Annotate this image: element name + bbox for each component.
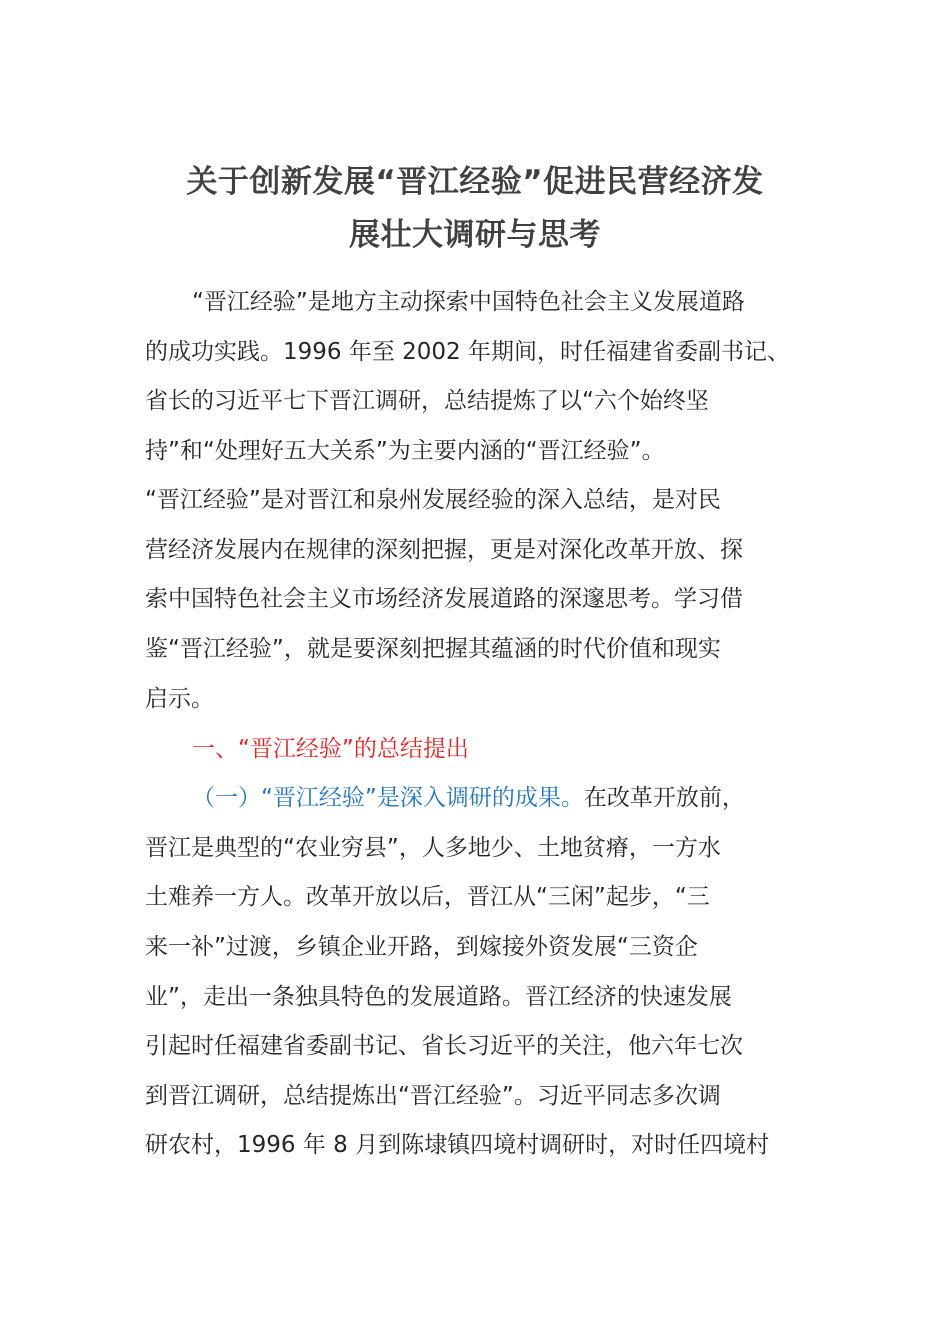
intro-line-2: 的成功实践。1996 年至 2002 年期间，时任福建省委副书记、	[145, 339, 790, 365]
subsection-1-line-6: 到晋江调研，总结提炼出“晋江经验”。习近平同志多次调	[145, 1083, 721, 1109]
intro-line-4: 持”和“处理好五大关系”为主要内涵的“晋江经验”。	[145, 438, 665, 464]
subsection-1-first-line	[192, 783, 745, 813]
intro-line-9: 启示。	[145, 686, 214, 712]
subsection-1-heading: （一）“晋江经验”是深入调研的成果。	[192, 785, 584, 811]
subsection-1-line-4: 业”，走出一条独具特色的发展道路。晋江经济的快速发展	[145, 984, 732, 1010]
subsection-1-first-text: 在改革开放前，	[583, 785, 745, 811]
subsection-1-line-3: 来一补”过渡，乡镇企业开路，到嫁接外资发展“三资企	[145, 934, 698, 960]
intro-line-6: 营经济发展内在规律的深刻把握，更是对深化改革开放、探	[145, 537, 743, 563]
intro-line-7: 索中国特色社会主义市场经济发展道路的深邃思考。学习借	[145, 586, 743, 612]
section-1-heading: 一、“晋江经验”的总结提出	[192, 736, 469, 762]
subsection-1-line-7: 研农村，1996 年 8 月到陈埭镇四境村调研时，对时任四境村	[145, 1132, 770, 1158]
intro-line-8: 鉴“晋江经验”，就是要深刻把握其蕴涵的时代价值和现实	[145, 636, 721, 662]
subsection-1-line-1: 晋江是典型的“农业穷县”，人多地少、土地贫瘠，一方水	[145, 835, 721, 861]
document-title-line-1: 关于创新发展“晋江经验”促进民营经济发	[186, 164, 764, 200]
subsection-1-line-5: 引起时任福建省委副书记、省长习近平的关注，他六年七次	[145, 1033, 743, 1059]
intro-line-5: “晋江经验”是对晋江和泉州发展经验的深入总结，是对民	[145, 487, 721, 513]
document-title-line-2: 展壮大调研与思考	[349, 217, 601, 253]
intro-line-3: 省长的习近平七下晋江调研，总结提炼了以“六个始终坚	[145, 388, 709, 414]
intro-line-1: “晋江经验”是地方主动探索中国特色社会主义发展道路	[192, 289, 745, 315]
subsection-1-line-2: 土难养一方人。改革开放以后，晋江从“三闲”起步，“三	[145, 884, 710, 910]
